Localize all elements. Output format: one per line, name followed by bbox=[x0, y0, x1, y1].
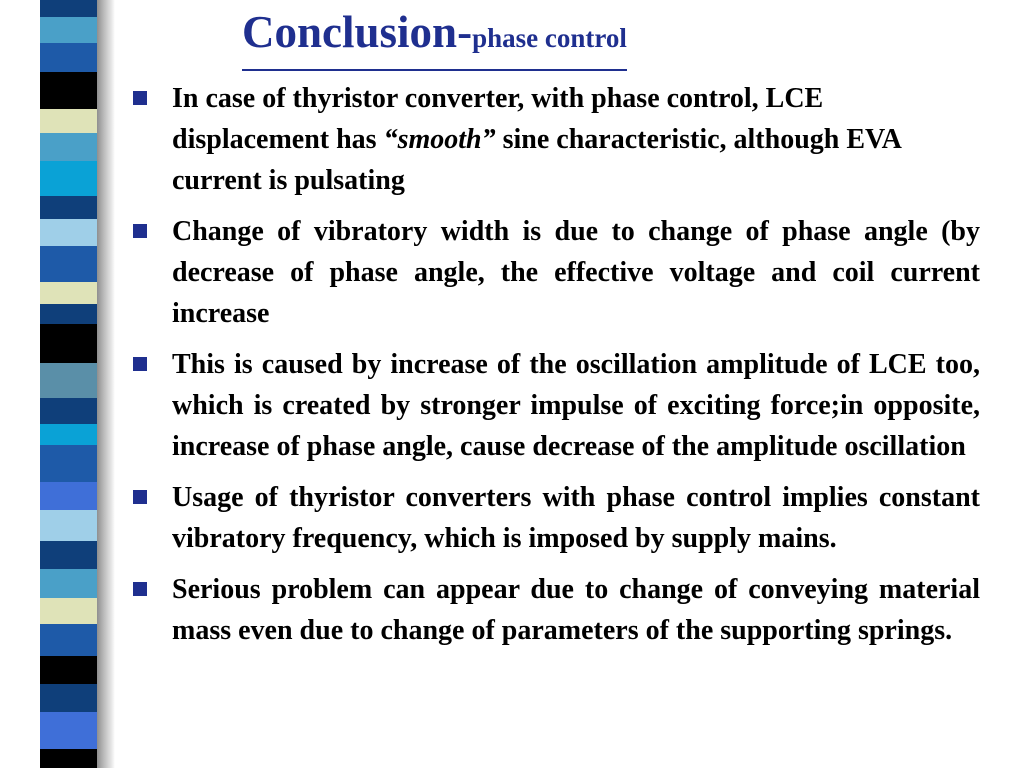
stripe-band bbox=[40, 712, 97, 749]
square-bullet-icon bbox=[133, 490, 147, 504]
stripe-band bbox=[40, 445, 97, 482]
color-stripe bbox=[40, 0, 97, 768]
bullet-item bbox=[130, 477, 980, 559]
bullet-text bbox=[172, 78, 980, 201]
stripe-band bbox=[40, 109, 97, 133]
stripe-band bbox=[40, 161, 97, 196]
bullet-text bbox=[172, 569, 980, 651]
stripe-band bbox=[40, 246, 97, 281]
stripe-band bbox=[40, 282, 97, 304]
stripe-band bbox=[40, 43, 97, 73]
square-bullet-icon bbox=[133, 91, 147, 105]
bullet-text bbox=[172, 211, 980, 334]
square-bullet-icon bbox=[133, 582, 147, 596]
stripe-band bbox=[40, 624, 97, 656]
stripe-band bbox=[40, 363, 97, 398]
square-bullet-icon bbox=[133, 357, 147, 371]
stripe-band bbox=[40, 72, 97, 109]
stripe-band bbox=[40, 0, 97, 17]
stripe-band bbox=[40, 482, 97, 510]
stripe-band bbox=[40, 510, 97, 542]
bullet-item bbox=[130, 569, 980, 651]
stripe-shadow bbox=[97, 0, 115, 768]
text-segment: This is caused by increase of the oscillation amplitude of LCE too, which is created by stronger impulse of exciting force;in opposite, increase of phase angle, cause decrease of the amplitude oscillation bbox=[172, 349, 980, 462]
bullet-text bbox=[172, 477, 980, 559]
bullet-item bbox=[130, 211, 980, 334]
square-bullet-icon bbox=[133, 224, 147, 238]
bullet-list bbox=[130, 78, 980, 661]
stripe-band bbox=[40, 541, 97, 569]
stripe-band bbox=[40, 304, 97, 324]
stripe-band bbox=[40, 656, 97, 684]
title-main: Conclusion- bbox=[242, 7, 473, 57]
title-subtitle: phase control bbox=[472, 23, 627, 53]
stripe-band bbox=[40, 684, 97, 712]
stripe-band bbox=[40, 219, 97, 247]
text-segment: Usage of thyristor converters with phase control implies constant vibratory frequency, which is imposed by supply mains. bbox=[172, 482, 980, 554]
emphasis-text: “smooth” bbox=[383, 124, 496, 155]
decorative-stripe-border bbox=[0, 0, 125, 768]
bullet-item bbox=[130, 344, 980, 467]
stripe-band bbox=[40, 598, 97, 624]
stripe-band bbox=[40, 133, 97, 161]
stripe-band bbox=[40, 17, 97, 43]
text-segment: sine characteristic, although EVA current is pulsating bbox=[172, 124, 901, 196]
text-segment: Serious problem can appear due to change of conveying material mass even due to change of parameters of the supporting springs. bbox=[172, 574, 980, 646]
stripe-band bbox=[40, 324, 97, 363]
text-segment: Change of vibratory width is due to change of phase angle (by decrease of phase angle, the effective voltage and coil current increase bbox=[172, 216, 980, 329]
stripe-band bbox=[40, 424, 97, 444]
stripe-band bbox=[40, 749, 97, 768]
stripe-band bbox=[40, 398, 97, 424]
bullet-item bbox=[130, 78, 980, 201]
stripe-band bbox=[40, 196, 97, 218]
stripe-band bbox=[40, 569, 97, 599]
text-segment: In case of thyristor converter, with phase control, LCE displacement has bbox=[172, 83, 824, 155]
slide-title bbox=[242, 6, 627, 71]
bullet-text bbox=[172, 344, 980, 467]
